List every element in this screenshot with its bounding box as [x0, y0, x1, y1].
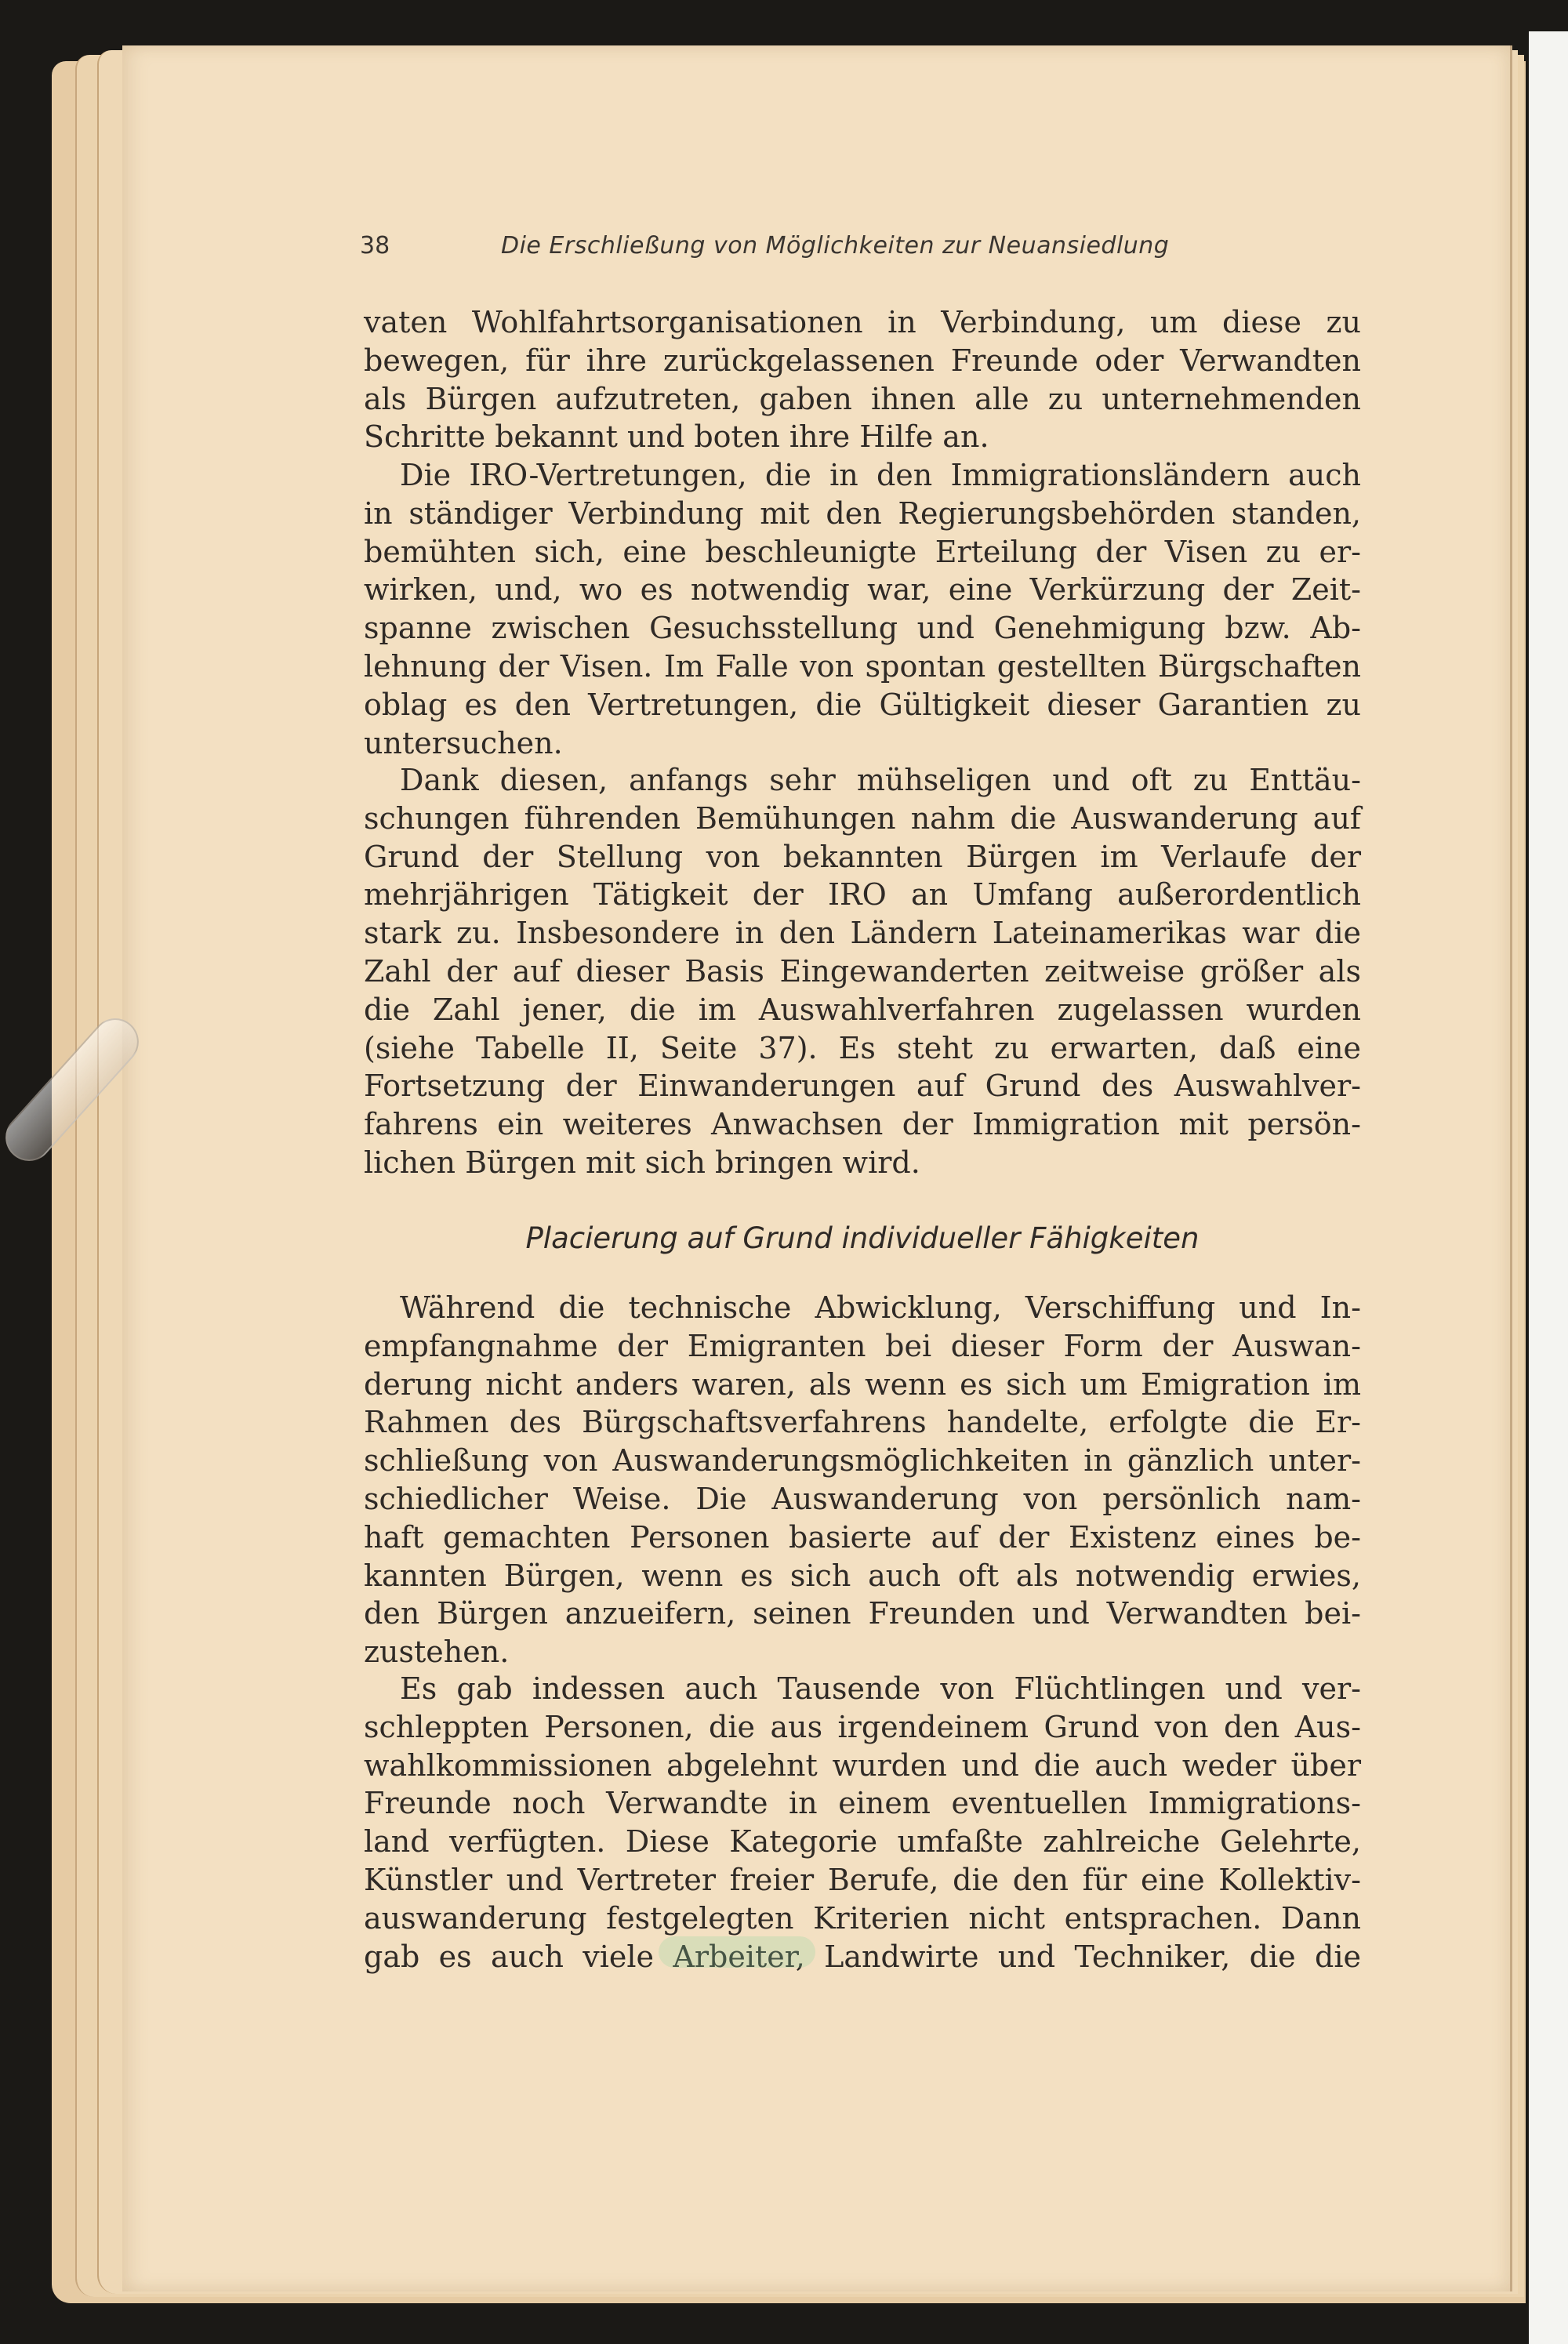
paragraph-3 [364, 761, 1361, 1182]
running-title: Die Erschließung von Möglichkeiten zur Neuansiedlung [501, 232, 1170, 259]
text-line: die Zahl jener, die im Auswahlverfahren zugelassen wurden [364, 992, 1361, 1027]
text-line: mehrjährigen Tätigkeit der IRO an Umfang außerordentlich [364, 877, 1361, 913]
paragraph-4 [364, 1289, 1361, 1671]
text-line: Künstler und Vertreter freier Berufe, die den für eine Kollektiv- [364, 1862, 1361, 1897]
text-line: oblag es den Vertretungen, die Gültigkeit dieser Garantien zu [364, 687, 1361, 722]
text-line: Während die technische Abwicklung, Verschiffung und In- [400, 1290, 1361, 1325]
paragraph-2 [364, 456, 1361, 762]
text-line: Es gab indessen auch Tausende von Flüchtlingen und ver- [400, 1671, 1361, 1706]
right-margin-edge [1529, 31, 1568, 2344]
text-line: lehnung der Visen. Im Falle von spontan gestellten Bürgschaften [364, 648, 1361, 684]
text-line: in ständiger Verbindung mit den Regierungsbehörden standen, [364, 495, 1361, 531]
text-line: land verfügten. Diese Kategorie umfaßte zahlreiche Gelehrte, [364, 1824, 1361, 1860]
text-line: den Bürgen anzueifern, seinen Freunden und Verwandten bei- [364, 1596, 1361, 1631]
text-line: schiedlicher Weise. Die Auswanderung von persönlich nam- [364, 1481, 1361, 1516]
text-line: Schritte bekannt und boten ihre Hilfe an. [364, 419, 989, 455]
section-heading: Placierung auf Grund individueller Fähigkeiten [525, 1221, 1200, 1255]
text-line: (siehe Tabelle II, Seite 37). Es steht zu erwarten, daß eine [364, 1030, 1361, 1065]
text-line: auswanderung festgelegten Kriterien nicht entsprachen. Dann [364, 1900, 1361, 1936]
text-line: Zahl der auf dieser Basis Eingewanderten zeitweise größer als [364, 953, 1361, 989]
text-line: derung nicht anders waren, als wenn es sich um Emigration im [364, 1366, 1361, 1402]
text-line: stark zu. Insbesondere in den Ländern Lateinamerikas war die [364, 916, 1361, 951]
text-line: Die IRO-Vertretungen, die in den Immigrationsländern auch [400, 458, 1361, 492]
text-line: Freunde noch Verwandte in einem eventuellen Immigrations- [364, 1786, 1361, 1821]
text-line: lichen Bürgen mit sich bringen wird. [364, 1145, 920, 1180]
running-head [360, 232, 1301, 271]
text-line: untersuchen. [364, 725, 563, 760]
text-line: fahrens ein weiteres Anwachsen der Immigration mit persön- [364, 1107, 1361, 1142]
text-line: wirken, und, wo es notwendig war, eine Verkürzung der Zeit- [364, 572, 1361, 608]
text-line: spanne zwischen Gesuchsstellung und Genehmigung bzw. Ab- [364, 611, 1361, 646]
text-line: empfangnahme der Emigranten bei dieser Form der Auswan- [364, 1328, 1361, 1363]
paragraph-1 [364, 303, 1361, 456]
text-line: wahlkommissionen abgelehnt wurden und die auch weder über [364, 1747, 1361, 1783]
text-line: Dank diesen, anfangs sehr mühseligen und oft zu Enttäu- [400, 763, 1361, 797]
text-line: kannten Bürgen, wenn es sich auch oft als notwendig erwies, [364, 1558, 1361, 1593]
text-line: als Bürgen aufzutreten, gaben ihnen alle zu unternehmenden [364, 381, 1361, 416]
page-number: 38 [360, 232, 390, 259]
text-line: schleppten Personen, die aus irgendeinem Grund von den Aus- [364, 1709, 1361, 1744]
text-line: Fortsetzung der Einwanderungen auf Grund des Auswahlver- [364, 1069, 1361, 1104]
text-line: zustehen. [364, 1635, 510, 1670]
paragraph-5 [364, 1670, 1361, 1976]
text-line: bewegen, für ihre zurückgelassenen Freunde oder Verwandten [364, 343, 1361, 378]
text-line: Grund der Stellung von bekannten Bürgen im Verlaufe der [364, 839, 1361, 874]
text-line: schließung von Auswanderungsmöglichkeiten in gänzlich unter- [364, 1443, 1361, 1479]
highlighter-mark [659, 1936, 815, 1968]
text-line: haft gemachten Personen basierte auf der Existenz eines be- [364, 1519, 1361, 1555]
text-line: gab es auch viele Arbeiter, Landwirte und Techniker, die die [364, 1939, 1361, 1974]
text-line: vaten Wohlfahrtsorganisationen in Verbindung, um diese zu [364, 305, 1361, 339]
text-line: Rahmen des Bürgschaftsverfahrens handelte, erfolgte die Er- [364, 1405, 1361, 1440]
text-line: bemühten sich, eine beschleunigte Erteilung der Visen zu er- [364, 534, 1361, 569]
text-line: schungen führenden Bemühungen nahm die Auswanderung auf [364, 800, 1361, 836]
